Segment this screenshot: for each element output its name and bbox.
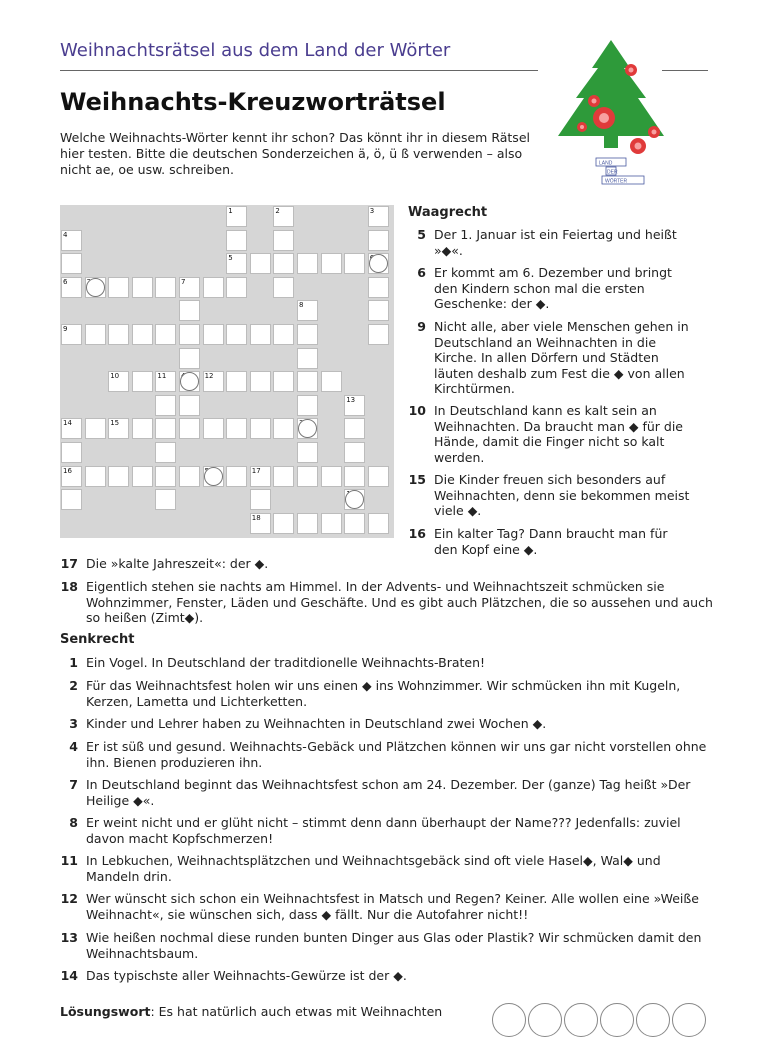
loesungswort-heading: Lösungswort: [60, 1004, 151, 1019]
loesungswort-label: [60, 1004, 442, 1019]
grid-cell[interactable]: [155, 395, 176, 416]
grid-cell[interactable]: [250, 324, 271, 345]
grid-clue-number: 10: [110, 372, 120, 381]
grid-cell[interactable]: [368, 277, 389, 298]
grid-cell[interactable]: [155, 489, 176, 510]
grid-cell[interactable]: [226, 418, 247, 439]
solution-letter-circle: [204, 467, 223, 486]
clue-number: 15: [408, 472, 426, 487]
grid-cell[interactable]: [226, 466, 247, 487]
grid-cell[interactable]: [61, 442, 82, 463]
grid-cell[interactable]: [273, 513, 294, 534]
clue-number: 4: [69, 739, 78, 754]
grid-cell[interactable]: [250, 253, 271, 274]
grid-cell[interactable]: [321, 513, 342, 534]
clue-text: Er ist süß und gesund. Weihnachts-Gebäck und Plätzchen können wir uns gar nicht vorstellen ohne ihn. Bienen produzieren ihn.: [86, 739, 707, 770]
grid-cell[interactable]: [273, 230, 294, 251]
clue-number: 18: [60, 579, 78, 594]
clue-text: Kinder und Lehrer haben zu Weihnachten in Deutschland zwei Wochen ◆.: [86, 716, 547, 731]
clue-text: Er kommt am 6. Dezember und bringt den Kindern schon mal die ersten Geschenke: der ◆.: [434, 265, 672, 311]
grid-cell[interactable]: [344, 253, 365, 274]
grid-clue-number: 3: [369, 207, 375, 215]
clue-number: 2: [69, 678, 78, 693]
solution-circle[interactable]: [672, 1003, 706, 1037]
grid-cell[interactable]: [132, 277, 153, 298]
grid-cell[interactable]: [85, 324, 106, 345]
clue-text: Der 1. Januar ist ein Feiertag und heißt »◆«.: [434, 227, 677, 258]
clue-number: 17: [60, 556, 78, 571]
grid-cell[interactable]: [132, 324, 153, 345]
clue-text: Wer wünscht sich schon ein Weihnachtsfest in Matsch und Regen? Keiner. Alle wollen eine »Weiße Weihnacht«, sie wünschen sich, dass ◆ fällt. Nur die Autofahrer nicht!!: [86, 891, 699, 922]
grid-cell[interactable]: [132, 418, 153, 439]
clue-number: 5: [417, 227, 426, 242]
grid-clue-number: 7: [181, 277, 186, 286]
grid-clue-number: 17: [251, 466, 261, 475]
grid-cell[interactable]: [344, 513, 365, 534]
grid-cell[interactable]: [203, 277, 224, 298]
page-title: Weihnachts-Kreuzworträtsel: [60, 88, 446, 116]
grid-clue-number: 9: [63, 325, 68, 333]
grid-cell[interactable]: [273, 371, 294, 392]
clue-text: Das typischste aller Weihnachts-Gewürze ist der ◆.: [86, 968, 407, 983]
grid-cell[interactable]: [321, 371, 342, 392]
grid-clue-number: 16: [63, 466, 72, 475]
clue-number: 9: [417, 319, 426, 334]
grid-cell[interactable]: [155, 466, 176, 487]
grid-cell[interactable]: [344, 466, 365, 487]
grid-cell[interactable]: [321, 253, 342, 274]
clue-text: Die »kalte Jahreszeit«: der ◆.: [86, 556, 269, 571]
christmas-tree-logo: [556, 38, 666, 188]
grid-cell[interactable]: [226, 277, 247, 298]
solution-letter-circle: [369, 254, 388, 273]
grid-cell[interactable]: [250, 489, 271, 510]
grid-cell[interactable]: [297, 513, 318, 534]
grid-cell[interactable]: [297, 371, 318, 392]
clue-text: Wie heißen nochmal diese runden bunten Dinger aus Glas oder Plastik? Wir schmücken damit den Weihnachtsbaum.: [86, 930, 702, 961]
grid-cell[interactable]: [273, 253, 294, 274]
grid-clue-number: 15: [110, 419, 120, 428]
clue-number: 16: [408, 526, 426, 541]
clue-text: Für das Weihnachtsfest holen wir uns einen ◆ ins Wohnzimmer. Wir schmücken ihn mit Kugeln, Kerzen, Lametta und Lichterketten.: [86, 678, 681, 709]
grid-cell[interactable]: [61, 253, 82, 274]
solution-circle[interactable]: [600, 1003, 634, 1037]
grid-clue-number: 8: [299, 301, 304, 310]
grid-cell[interactable]: [297, 324, 318, 345]
grid-cell[interactable]: [155, 418, 176, 439]
logo-text-land: LAND: [599, 160, 613, 167]
grid-cell[interactable]: [368, 466, 389, 487]
logo-text-der: DER: [607, 169, 618, 176]
grid-cell[interactable]: [179, 466, 200, 487]
grid-cell[interactable]: [179, 324, 200, 345]
loesungswort-text: : Es hat natürlich auch etwas mit Weihnachten: [150, 1004, 443, 1019]
grid-clue-number: 13: [346, 395, 356, 404]
grid-clue-number: 18: [251, 513, 261, 522]
grid-cell[interactable]: [108, 466, 129, 487]
grid-clue-number: 1: [228, 207, 233, 215]
grid-clue-number: 2: [275, 207, 280, 215]
grid-cell[interactable]: [273, 466, 294, 487]
clue-text: Ein Vogel. In Deutschland der traditdionelle Weihnachts-Braten!: [86, 655, 486, 670]
header-divider-right: [662, 70, 708, 71]
clue-number: 13: [60, 930, 78, 945]
clue-text: In Deutschland beginnt das Weihnachtsfest schon am 24. Dezember. Der (ganze) Tag heißt »Der Heilige ◆«.: [86, 777, 691, 808]
grid-cell[interactable]: [297, 348, 318, 369]
solution-letter-circle: [86, 278, 105, 297]
clue-number: 1: [69, 655, 78, 670]
clue-text: Er weint nicht und er glüht nicht – stimmt denn dann überhaupt der Name??? Jedenfalls: zuviel davon macht Kopfschmerzen!: [86, 815, 681, 846]
grid-cell[interactable]: [297, 466, 318, 487]
intro-text: Welche Weihnachts-Wörter kennt ihr schon? Das könnt ihr in diesem Rätsel hier testen. Bitte die deutschen Sonderzeichen ä, ö, ü ß verwenden – also nicht ae, oe usw. schreiben.: [60, 130, 530, 177]
solution-circle[interactable]: [636, 1003, 670, 1037]
clue-text: In Deutschland kann es kalt sein an Weihnachten. Da braucht man ◆ für die Hände, damit die Finger nicht so kalt werden.: [434, 403, 683, 465]
grid-cell[interactable]: [132, 466, 153, 487]
grid-cell[interactable]: [203, 418, 224, 439]
clue-number: 3: [69, 716, 78, 731]
grid-cell[interactable]: [155, 324, 176, 345]
grid-cell[interactable]: [132, 371, 153, 392]
grid-cell[interactable]: [179, 300, 200, 321]
grid-clue-number: 11: [157, 372, 167, 381]
section-senkrecht-title: Senkrecht: [60, 632, 135, 647]
grid-cell[interactable]: [273, 324, 294, 345]
clue-text: Eigentlich stehen sie nachts am Himmel. In der Advents- und Weihnachtszeit schmücken sie Wohnzimmer, Fenster, Läden und Geschäfte. Und es gibt auch Plätzchen, die so aussehen und auch so heißen (Zimt◆).: [86, 579, 713, 625]
clue-number: 10: [408, 403, 426, 418]
grid-clue-number: 5: [228, 254, 233, 263]
grid-cell[interactable]: [250, 371, 271, 392]
grid-clue-number: 12: [204, 372, 214, 381]
grid-cell[interactable]: [179, 348, 200, 369]
grid-cell[interactable]: [226, 324, 247, 345]
grid-cell[interactable]: [250, 418, 271, 439]
clue-number: 11: [60, 853, 78, 868]
grid-cell[interactable]: [108, 324, 129, 345]
grid-clue-number: 4: [63, 230, 68, 239]
grid-cell[interactable]: [297, 442, 318, 463]
grid-cell[interactable]: [368, 230, 389, 251]
solution-circle[interactable]: [492, 1003, 526, 1037]
grid-cell[interactable]: [226, 371, 247, 392]
grid-cell[interactable]: [85, 466, 106, 487]
grid-cell[interactable]: [61, 489, 82, 510]
grid-cell[interactable]: [179, 395, 200, 416]
clue-number: 14: [60, 968, 78, 983]
clue-number: 8: [69, 815, 78, 830]
clue-text: Die Kinder freuen sich besonders auf Weihnachten, denn sie bekommen meist viele ◆.: [434, 472, 690, 518]
grid-cell[interactable]: [368, 324, 389, 345]
clue-number: 6: [417, 265, 426, 280]
crossword-grid: [60, 205, 394, 538]
clue-number: 7: [69, 777, 78, 792]
logo-text-woerter: WÖRTER: [605, 178, 628, 185]
section-waagrecht-title: Waagrecht: [408, 205, 488, 220]
solution-circle[interactable]: [564, 1003, 598, 1037]
grid-cell[interactable]: [203, 324, 224, 345]
clue-number: 12: [60, 891, 78, 906]
grid-cell[interactable]: [155, 277, 176, 298]
grid-cell[interactable]: [297, 253, 318, 274]
grid-cell[interactable]: [344, 442, 365, 463]
grid-cell[interactable]: [85, 418, 106, 439]
grid-clue-number: 6: [63, 277, 68, 286]
grid-cell[interactable]: [344, 418, 365, 439]
grid-cell[interactable]: [273, 418, 294, 439]
grid-cell[interactable]: [297, 395, 318, 416]
grid-cell[interactable]: [179, 418, 200, 439]
page-subtitle: Weihnachtsrätsel aus dem Land der Wörter: [60, 40, 451, 61]
grid-cell[interactable]: [155, 442, 176, 463]
grid-clue-number: 14: [63, 419, 72, 428]
grid-cell[interactable]: [368, 300, 389, 321]
solution-circle[interactable]: [528, 1003, 562, 1037]
clue-text: Nicht alle, aber viele Menschen gehen in Deutschland an Weihnachten in die Kirche. In allen Dörfern und Städten läuten deshalb zum Fest die ◆ von allen Kirchtürmen.: [434, 319, 689, 396]
clue-text: Ein kalter Tag? Dann braucht man für den Kopf eine ◆.: [434, 526, 668, 557]
grid-cell[interactable]: [226, 230, 247, 251]
grid-cell[interactable]: [108, 277, 129, 298]
clue-text: In Lebkuchen, Weihnachtsplätzchen und Weihnachtsgebäck sind oft viele Hasel◆, Wal◆ und Mandeln drin.: [86, 853, 661, 884]
grid-cell[interactable]: [368, 513, 389, 534]
grid-cell[interactable]: [321, 466, 342, 487]
header-divider: [60, 70, 538, 71]
grid-cell[interactable]: [273, 277, 294, 298]
